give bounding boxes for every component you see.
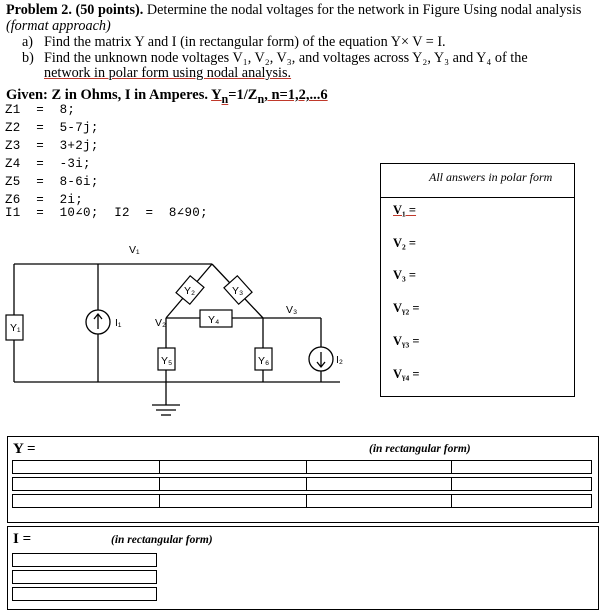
ground-symbol (152, 405, 180, 415)
y-matrix-note: (in rectangular form) (369, 443, 471, 455)
answer-v1[interactable]: V₁ = (393, 203, 417, 217)
i-matrix-box (7, 526, 599, 610)
answer-vy2[interactable]: Vᵧ₂ = (393, 301, 420, 315)
value-z6: Z6 = 2i; (5, 193, 84, 207)
value-z4: Z4 = -3i; (5, 157, 91, 171)
i1-label: I₁ (115, 317, 122, 329)
given-label: Given: (6, 87, 48, 103)
part-b (22, 51, 582, 67)
i2-label: I₂ (336, 354, 343, 366)
node-v1-label: V₁ (129, 244, 140, 256)
i-matrix-row-1[interactable] (12, 553, 157, 567)
given-relation-sub: n (221, 91, 229, 106)
answer-vy4[interactable]: Vᵧ₄ = (393, 367, 420, 381)
i-matrix-row-2[interactable] (12, 570, 157, 584)
y-matrix-box (7, 436, 599, 523)
i-matrix-label: I = (13, 531, 32, 547)
part-b-text-2: network in polar form using nodal analysis. (44, 65, 292, 81)
y6-label: Y₆ (258, 355, 270, 367)
answer-v2[interactable]: V₂ = (393, 236, 417, 250)
problem-heading: Problem 2. (50 points). (6, 2, 144, 18)
y-matrix-label: Y = (13, 441, 36, 457)
value-currents: I1 = 10∠0; I2 = 8∠90; (5, 206, 208, 220)
i-matrix-row-3[interactable] (12, 587, 157, 601)
answers-header: All answers in polar form (429, 170, 553, 184)
part-b-label: b) (22, 49, 34, 66)
given-text: Z in Ohms, I in Amperes. (51, 87, 208, 103)
part-a-text: Find the matrix Y and I (in rectangular form) of the equation Y× V = I. (44, 34, 446, 50)
answers-box (380, 163, 575, 397)
i-matrix-note: (in rectangular form) (111, 534, 213, 546)
answer-v3[interactable]: V₃ = (393, 268, 417, 282)
y-matrix-row-3[interactable] (12, 494, 592, 508)
given-range: , n=1,2,...6 (264, 87, 328, 103)
y5-label: Y₅ (161, 355, 173, 367)
problem-intro: Determine the nodal voltages for the network in Figure Using nodal analysis (146, 2, 582, 18)
y2-label: Y₂ (184, 285, 196, 297)
value-z1: Z1 = 8; (5, 103, 76, 117)
node-v2-label: V₂ (155, 317, 167, 329)
value-z2: Z2 = 5-7j; (5, 121, 99, 135)
part-b-cont (22, 66, 582, 82)
circuit-diagram (0, 230, 380, 430)
value-z5: Z5 = 8-6i; (5, 175, 99, 189)
problem-parts (22, 35, 582, 82)
problem-approach: (format approach) (6, 18, 111, 34)
answers-divider (381, 197, 574, 198)
answer-vy3[interactable]: Vᵧ₃ = (393, 334, 420, 348)
given-relation-y: Y (211, 87, 222, 103)
y1-label: Y₁ (10, 322, 21, 334)
node-v3-label: V₃ (286, 304, 298, 316)
y-matrix-row-1[interactable] (12, 460, 592, 474)
y4-label: Y₄ (208, 314, 220, 326)
y-matrix-row-2[interactable] (12, 477, 592, 491)
given-relation-rest-sub: n (257, 91, 265, 106)
value-z3: Z3 = 3+2j; (5, 139, 99, 153)
y3-label: Y₃ (232, 285, 244, 297)
part-a (22, 35, 582, 51)
problem-statement (6, 2, 596, 34)
part-a-label: a) (22, 34, 34, 50)
part-b-text: Find the unknown node voltages V₁, V₂, V₃, and voltages across Y₂, Y₃ and Y₄ of the (44, 49, 528, 66)
given-relation-rest: =1/Z (228, 87, 258, 103)
